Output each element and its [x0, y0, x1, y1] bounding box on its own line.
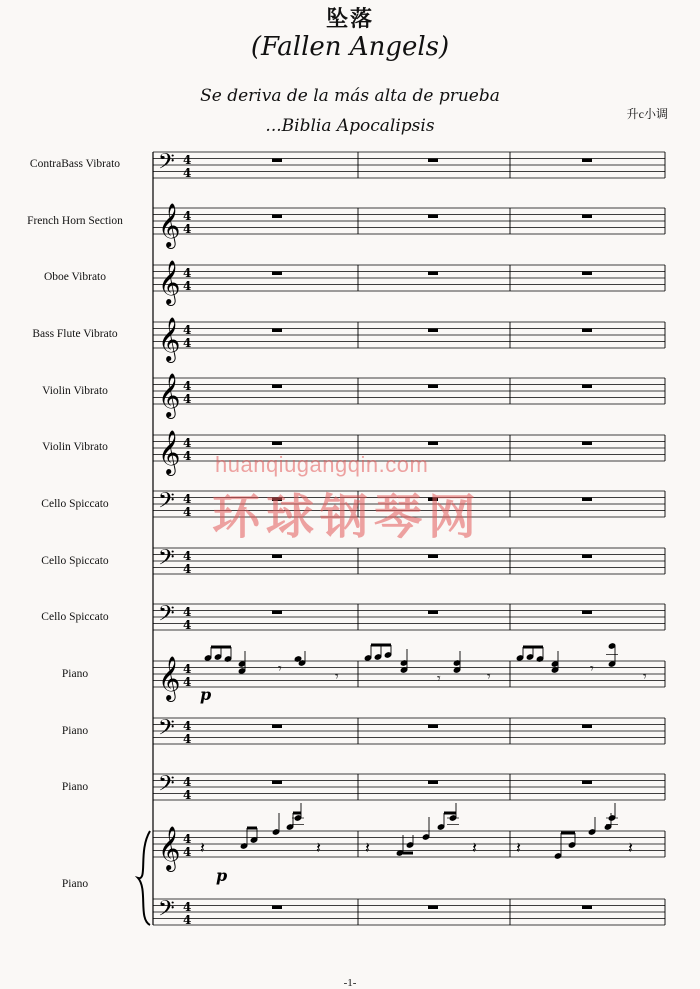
instrument-label: Violin Vibrato — [42, 441, 108, 453]
whole-rest — [428, 215, 438, 219]
quarter-rest: 𝄽 — [316, 838, 321, 857]
whole-rest — [582, 611, 592, 615]
staff — [153, 150, 665, 181]
whole-rest — [582, 442, 592, 446]
time-signature-bottom: 4 — [183, 913, 192, 927]
bass-clef: 𝄢 — [158, 771, 175, 802]
bass-clef: 𝄢 — [158, 715, 175, 746]
instrument-label: Bass Flute Vibrato — [32, 328, 118, 340]
whole-rest — [272, 555, 282, 559]
quarter-rest: 𝄽 — [200, 838, 205, 857]
time-signature-top: 4 — [183, 605, 192, 619]
instrument-label: Cello Spiccato — [41, 611, 109, 623]
time-signature-top: 4 — [183, 266, 192, 280]
time-signature-bottom: 4 — [183, 845, 192, 859]
time-signature-bottom: 4 — [183, 562, 192, 576]
whole-rest — [428, 159, 438, 163]
brace — [138, 831, 150, 925]
time-signature-top: 4 — [183, 832, 192, 846]
whole-rest — [272, 385, 282, 389]
whole-rest — [582, 725, 592, 729]
score-subtitle: (Fallen Angels) — [250, 32, 450, 62]
epigraph-line-2: ...Biblia Apocalipsis — [265, 116, 435, 136]
staff — [153, 826, 665, 872]
whole-rest — [582, 215, 592, 219]
time-signature-bottom: 4 — [183, 788, 192, 802]
instrument-label: Piano — [61, 878, 89, 890]
treble-clef: 𝄞 — [158, 430, 181, 474]
time-signature-top: 4 — [183, 209, 192, 223]
whole-rest — [582, 385, 592, 389]
whole-rest — [272, 329, 282, 333]
time-signature-top: 4 — [183, 153, 192, 167]
treble-clef: 𝄞 — [158, 260, 181, 304]
time-signature-top: 4 — [183, 549, 192, 563]
quarter-rest: 𝄽 — [365, 838, 370, 857]
instrument-label: ContraBass Vibrato — [29, 158, 121, 170]
time-signature-bottom: 4 — [183, 166, 192, 180]
whole-rest — [272, 906, 282, 910]
instrument-label: Piano — [61, 668, 89, 680]
bass-clef: 𝄢 — [158, 545, 175, 576]
instrument-label: Oboe Vibrato — [43, 271, 106, 283]
instrument-label: Violin Vibrato — [42, 385, 108, 397]
time-signature-bottom: 4 — [183, 449, 192, 463]
whole-rest — [428, 906, 438, 910]
whole-rest — [582, 159, 592, 163]
whole-rest — [272, 781, 282, 785]
instrument-label: French Horn Section — [27, 215, 123, 227]
epigraph-line-1: Se deriva de la más alta de prueba — [200, 86, 500, 106]
bass-clef: 𝄢 — [158, 896, 175, 927]
eighth-rest: 𝄾 — [335, 669, 339, 685]
treble-clef: 𝄞 — [158, 203, 181, 247]
dynamic-piano: p — [200, 685, 212, 704]
bass-clef: 𝄢 — [158, 149, 175, 180]
whole-rest — [428, 385, 438, 389]
bass-clef: 𝄢 — [158, 488, 175, 519]
time-signature-bottom: 4 — [183, 222, 192, 236]
time-signature-bottom: 4 — [183, 505, 192, 519]
whole-rest — [582, 906, 592, 910]
whole-rest — [428, 272, 438, 276]
whole-rest — [428, 329, 438, 333]
time-signature-top: 4 — [183, 775, 192, 789]
staff — [153, 373, 665, 419]
treble-clef: 𝄞 — [158, 656, 181, 700]
eighth-rest: 𝄾 — [643, 669, 647, 685]
staff — [153, 260, 665, 306]
score-title: 坠落 — [325, 6, 374, 31]
dynamic-piano: p — [216, 866, 228, 885]
time-signature-bottom: 4 — [183, 732, 192, 746]
whole-rest — [428, 611, 438, 615]
eighth-rest: 𝄾 — [590, 661, 594, 677]
eighth-rest: 𝄾 — [487, 669, 491, 685]
instrument-label: Cello Spiccato — [41, 555, 109, 567]
staff — [153, 656, 665, 702]
bass-clef: 𝄢 — [158, 601, 175, 632]
whole-rest — [272, 215, 282, 219]
whole-rest — [272, 442, 282, 446]
whole-rest — [272, 725, 282, 729]
whole-rest — [272, 272, 282, 276]
eighth-rest: 𝄾 — [278, 661, 282, 677]
time-signature-top: 4 — [183, 719, 192, 733]
whole-rest — [582, 498, 592, 502]
time-signature-bottom: 4 — [183, 618, 192, 632]
time-signature-top: 4 — [183, 900, 192, 914]
time-signature-bottom: 4 — [183, 279, 192, 293]
watermark-url: huanqiugangqin.com — [215, 452, 429, 477]
staff — [153, 203, 665, 249]
treble-clef: 𝄞 — [158, 373, 181, 417]
treble-clef: 𝄞 — [158, 317, 181, 361]
whole-rest — [428, 781, 438, 785]
watermark-name: 环球钢琴网 — [212, 489, 483, 545]
staff — [153, 772, 665, 803]
time-signature-top: 4 — [183, 379, 192, 393]
staff — [153, 716, 665, 747]
key-signature-label: 升c小调 — [626, 107, 668, 121]
whole-rest — [582, 272, 592, 276]
staff — [153, 897, 665, 928]
staff — [153, 602, 665, 633]
instrument-label: Cello Spiccato — [41, 498, 109, 510]
time-signature-bottom: 4 — [183, 336, 192, 350]
instrument-label: Piano — [61, 781, 89, 793]
staff — [153, 317, 665, 363]
whole-rest — [582, 329, 592, 333]
time-signature-top: 4 — [183, 492, 192, 506]
time-signature-bottom: 4 — [183, 675, 192, 689]
staff — [153, 546, 665, 577]
whole-rest — [272, 159, 282, 163]
eighth-rest: 𝄾 — [437, 671, 441, 687]
quarter-rest: 𝄽 — [628, 838, 633, 857]
page-number: -1- — [343, 977, 357, 989]
whole-rest — [428, 725, 438, 729]
instrument-label: Piano — [61, 725, 89, 737]
time-signature-top: 4 — [183, 662, 192, 676]
quarter-rest: 𝄽 — [472, 838, 477, 857]
whole-rest — [582, 555, 592, 559]
whole-rest — [272, 611, 282, 615]
time-signature-top: 4 — [183, 436, 192, 450]
whole-rest — [428, 555, 438, 559]
time-signature-top: 4 — [183, 323, 192, 337]
whole-rest — [582, 781, 592, 785]
treble-clef: 𝄞 — [158, 826, 181, 870]
quarter-rest: 𝄽 — [516, 838, 521, 857]
whole-rest — [428, 442, 438, 446]
time-signature-bottom: 4 — [183, 392, 192, 406]
